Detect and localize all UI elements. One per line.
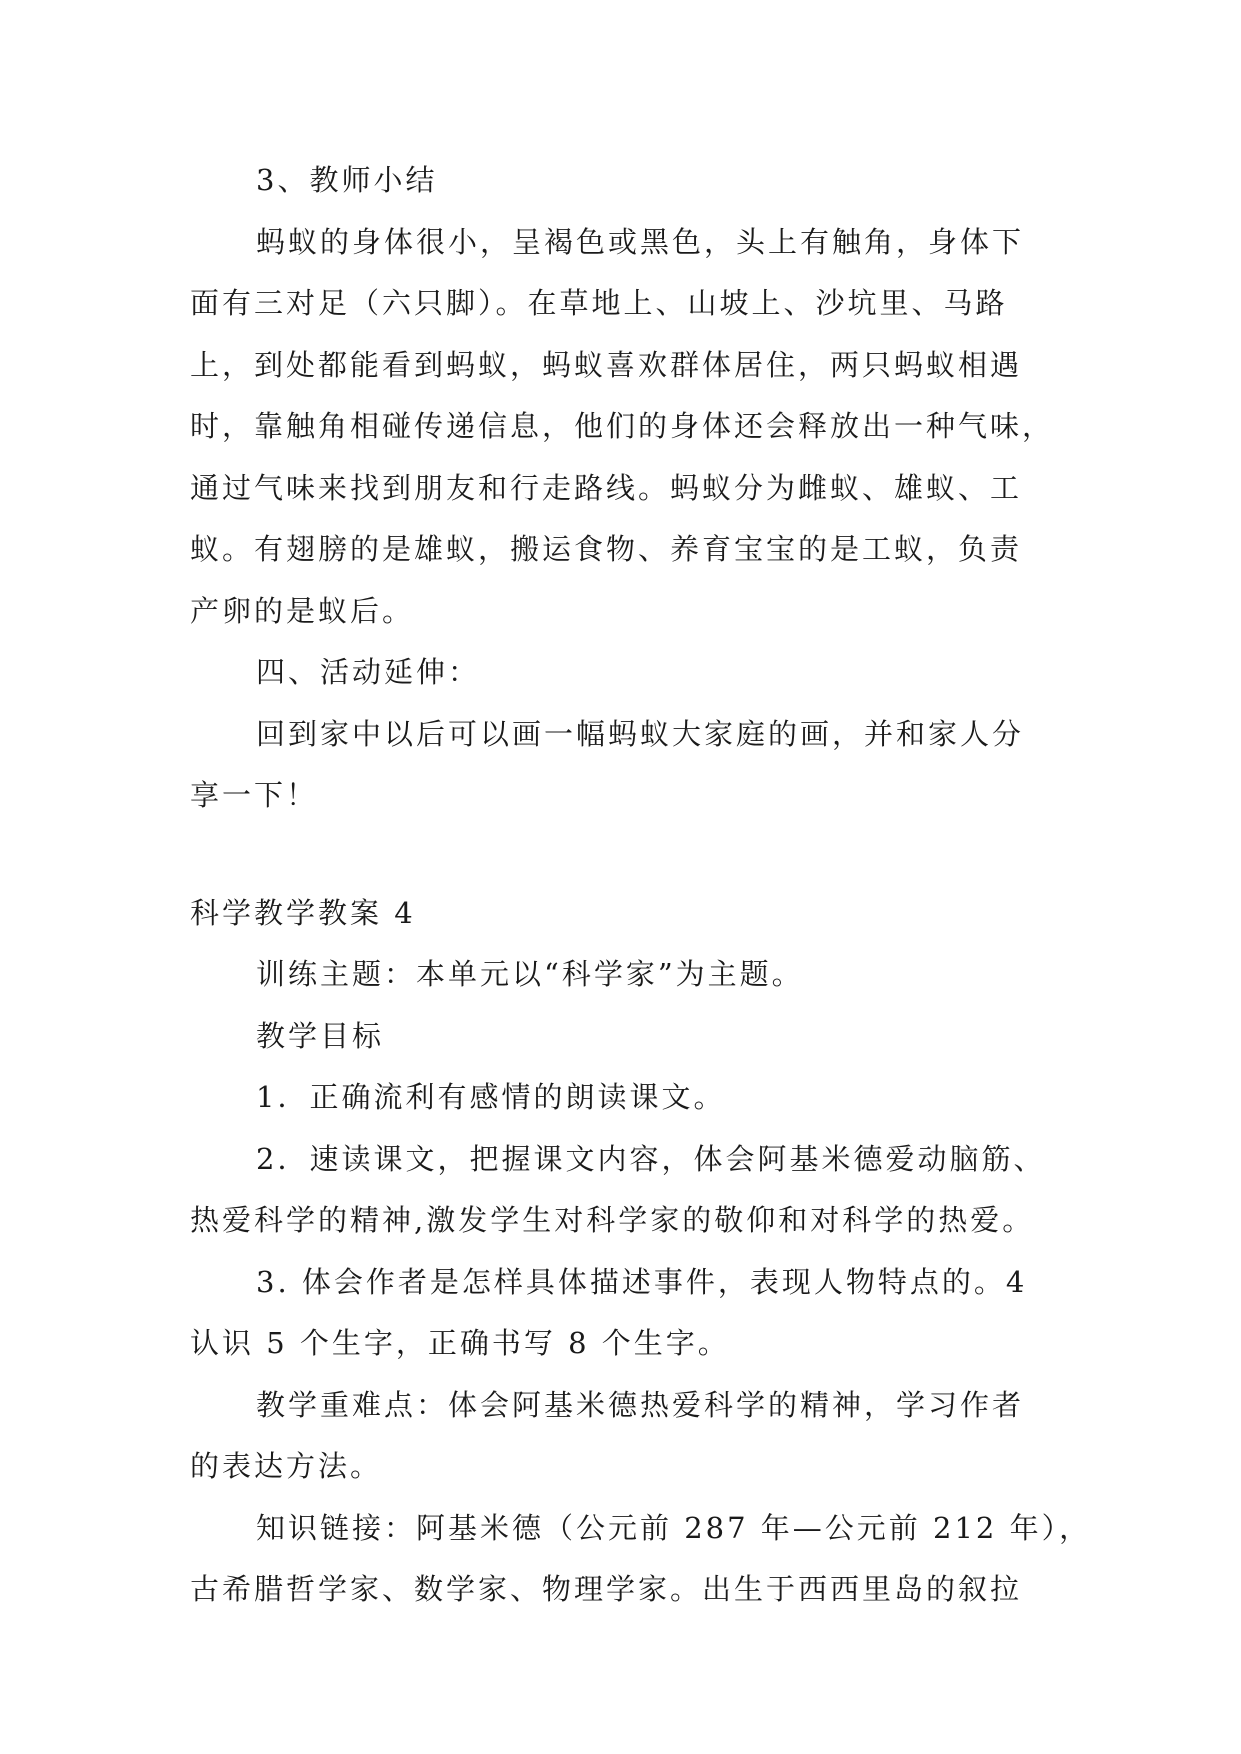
section-gap	[190, 827, 1050, 883]
paragraph-line: 古希腊哲学家、数学家、物理学家。出生于西西里岛的叙拉	[190, 1572, 1023, 1606]
list-item: 2．速读课文，把握课文内容，体会阿基米德爱动脑筋、	[256, 1141, 1046, 1176]
paragraph-line: 通过气味来找到朋友和行走路线。蚂蚁分为雌蚁、雄蚁、工	[190, 470, 1023, 505]
paragraph-line: 享一下！	[190, 778, 319, 812]
paragraph-line: 热爱科学的精神,激发学生对科学家的敬仰和对科学的热爱。	[190, 1203, 1035, 1237]
paragraph-line: 上，到处都能看到蚂蚁，蚂蚁喜欢群体居住，两只蚂蚁相遇	[190, 347, 1023, 382]
paragraph-line: 的表达方法。	[190, 1449, 383, 1483]
section-lesson-plan-4	[190, 883, 1092, 1621]
paragraph-line: 回到家中以后可以画一幅蚂蚁大家庭的画，并和家人分	[256, 716, 1025, 751]
paragraph-line: 教学重难点：体会阿基米德热爱科学的精神，学习作者	[256, 1387, 1025, 1422]
paragraph-line: 蚂蚁的身体很小，呈褐色或黑色，头上有触角，身体下	[256, 224, 1025, 259]
list-item: 3. 体会作者是怎样具体描述事件，表现人物特点的。4	[256, 1264, 1028, 1299]
document-body	[190, 150, 1092, 1621]
section-summary	[190, 150, 1055, 827]
paragraph-line: 时，靠触角相碰传递信息，他们的身体还会释放出一种气味，	[190, 409, 1055, 443]
paragraph-line: 面有三对足（六只脚）。在草地上、山坡上、沙坑里、马路	[190, 286, 1008, 320]
paragraph-line: 训练主题：本单元以“科学家”为主题。	[256, 957, 804, 991]
section-title: 科学教学教案 4	[190, 895, 416, 930]
subheading-teacher-summary: 3、教师小结	[256, 163, 438, 197]
subheading-teaching-goals: 教学目标	[256, 1018, 385, 1053]
paragraph-line: 蚁。有翅膀的是雄蚁，搬运食物、养育宝宝的是工蚁，负责	[190, 532, 1023, 566]
list-item: 1．正确流利有感情的朗读课文。	[256, 1080, 726, 1114]
subheading-activity-extension: 四、活动延伸：	[256, 655, 481, 689]
paragraph-line: 产卵的是蚁后。	[190, 593, 415, 628]
paragraph-line: 认识 5 个生字，正确书写 8 个生字。	[190, 1326, 730, 1360]
paragraph-line: 知识链接：阿基米德（公元前 287 年—公元前 212 年），	[256, 1510, 1092, 1545]
